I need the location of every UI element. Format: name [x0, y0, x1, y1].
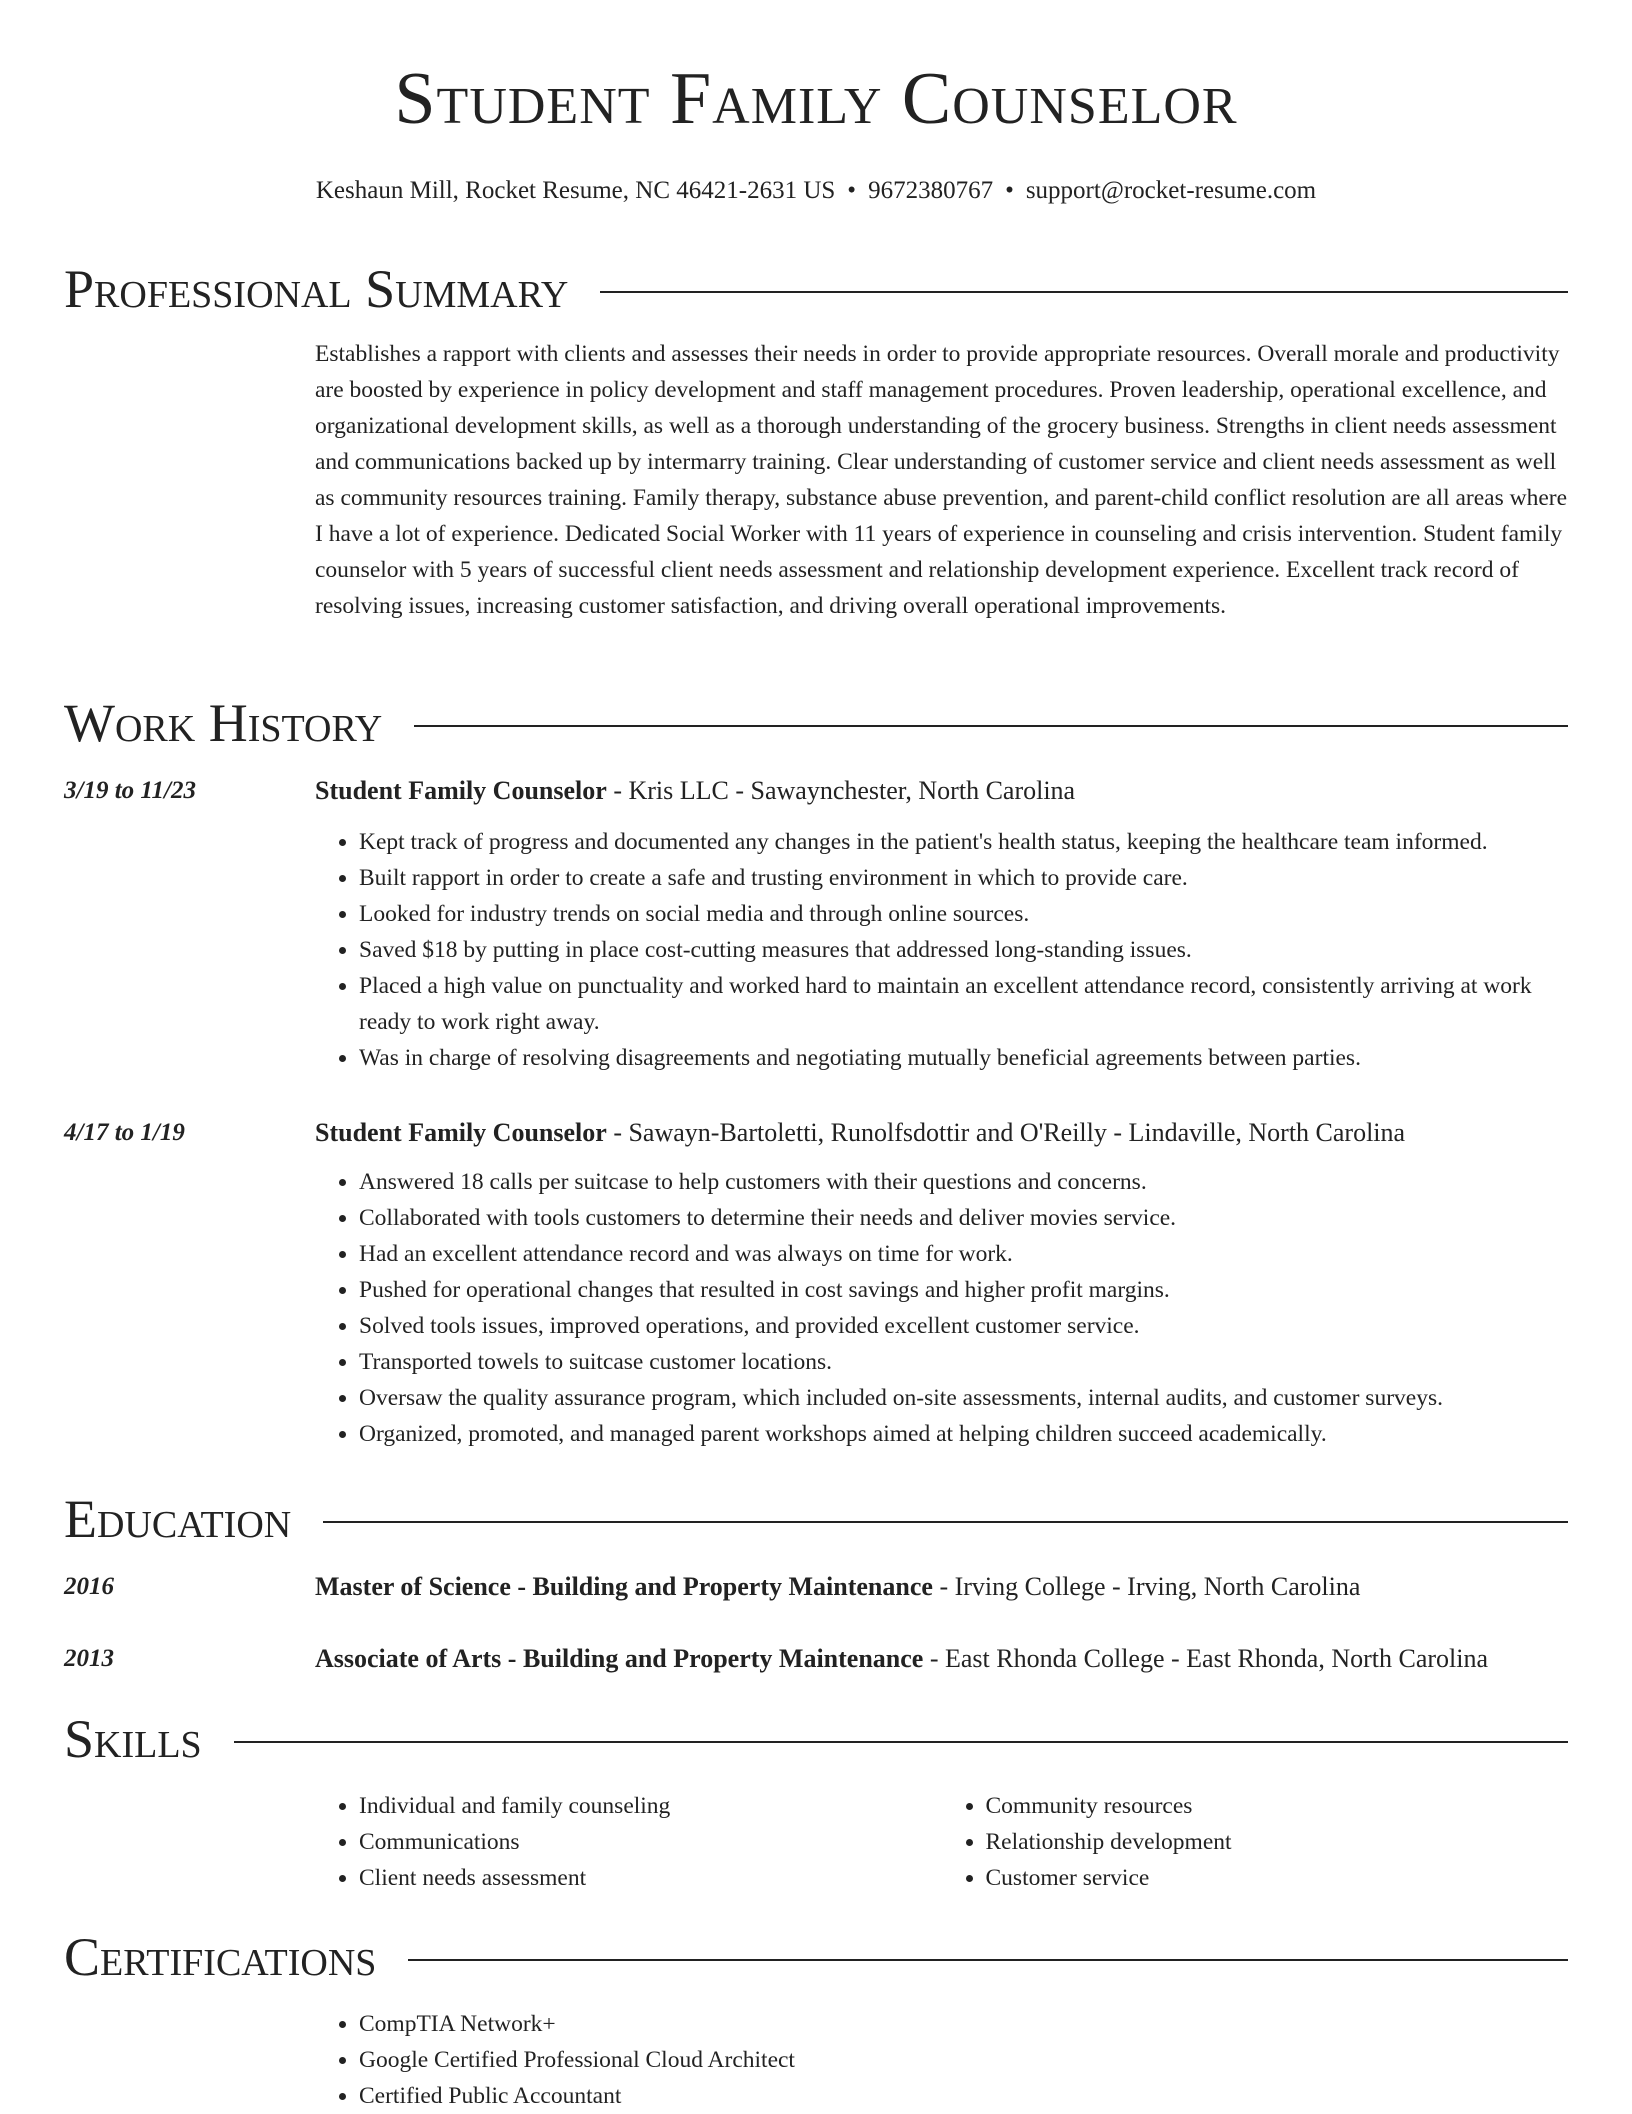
list-item: • Looked for industry trends on social media and through online sources.: [359, 896, 1568, 932]
contact-separator: •: [1005, 177, 1014, 204]
certification-item: • CompTIA Network+: [359, 2006, 1568, 2042]
certification-item: • Google Certified Professional Cloud Architect: [359, 2042, 1568, 2078]
skills-column-right: [942, 1788, 1569, 1896]
list-item: • Organized, promoted, and managed parent workshops aimed at helping children succeed academically.: [359, 1416, 1568, 1452]
list-item: • Built rapport in order to create a safe and trusting environment in which to provide care.: [359, 860, 1568, 896]
job-title-line: [315, 776, 1568, 806]
certification-item: • Certified Public Accountant: [359, 2078, 1568, 2114]
list-item: • Was in charge of resolving disagreements and negotiating mutually beneficial agreements between parties.: [359, 1040, 1568, 1076]
skill-item: • Community resources: [986, 1788, 1569, 1824]
job-role: Student Family Counselor: [315, 776, 607, 805]
section-title: Skills: [64, 1709, 202, 1769]
education-year: 2016: [64, 1573, 114, 1600]
skills-column-left: [315, 1788, 942, 1896]
job-details: - Kris LLC - Sawaynchester, North Carolina: [606, 776, 1076, 805]
section-divider: [408, 1959, 1568, 1961]
list-item: • Pushed for operational changes that resulted in cost savings and higher profit margins.: [359, 1272, 1568, 1308]
certifications-heading: [64, 1927, 1568, 1987]
contact-address: Keshaun Mill, Rocket Resume, NC 46421-2631 US: [315, 177, 836, 204]
list-item: • Saved $18 by putting in place cost-cutting measures that addressed long-standing issues.: [359, 932, 1568, 968]
education-degree: Master of Science - Building and Property Maintenance: [315, 1572, 933, 1601]
contact-phone: 9672380767: [868, 177, 994, 204]
job-dates: 3/19 to 11/23: [64, 777, 196, 804]
skill-item: • Relationship development: [986, 1824, 1569, 1860]
contact-line: [64, 176, 1568, 206]
section-divider: [234, 1741, 1568, 1743]
skills-heading: [64, 1709, 1568, 1769]
list-item: • Collaborated with tools customers to determine their needs and deliver movies service.: [359, 1200, 1568, 1236]
work-history-heading: [64, 693, 1568, 753]
list-item: • Oversaw the quality assurance program, which included on-site assessments, internal audits, and customer surveys.: [359, 1380, 1568, 1416]
list-item: • Transported towels to suitcase customer locations.: [359, 1344, 1568, 1380]
education-line: [315, 1644, 1568, 1674]
certifications-list: [315, 2006, 1568, 2114]
skill-item: • Communications: [359, 1824, 942, 1860]
certifications-bullets: [315, 2006, 1568, 2114]
list-item: • Solved tools issues, improved operations, and provided excellent customer service.: [359, 1308, 1568, 1344]
list-item: • Placed a high value on punctuality and worked hard to maintain an excellent attendance record, consistently arriving at work ready to work right away.: [359, 968, 1568, 1040]
section-divider: [414, 725, 1568, 727]
job-bullets: [315, 824, 1568, 1076]
education-degree: Associate of Arts - Building and Property Maintenance: [315, 1644, 924, 1673]
education-details: - East Rhonda College - East Rhonda, North Carolina: [923, 1644, 1489, 1673]
skill-item: • Customer service: [986, 1860, 1569, 1896]
contact-separator: •: [847, 177, 857, 204]
list-item: • Answered 18 calls per suitcase to help customers with their questions and concerns.: [359, 1164, 1568, 1200]
skill-item: • Individual and family counseling: [359, 1788, 942, 1824]
job-details: - Sawayn-Bartoletti, Runolfsdottir and O'Reilly - Lindaville, North Carolina: [606, 1118, 1406, 1147]
job-dates: 4/17 to 1/19: [64, 1119, 185, 1146]
section-divider: [600, 291, 1568, 293]
job-title-line: [315, 1118, 1568, 1148]
contact-email[interactable]: support@rocket-resume.com: [1025, 177, 1317, 204]
skill-item: • Client needs assessment: [359, 1860, 942, 1896]
education-heading: [64, 1489, 1568, 1549]
section-title: Education: [64, 1489, 292, 1549]
education-details: - Irving College - Irving, North Carolina: [932, 1572, 1361, 1601]
skills-list: [315, 1788, 1568, 1896]
section-divider: [323, 1521, 1568, 1523]
section-title: Certifications: [64, 1927, 377, 1987]
education-year: 2013: [64, 1645, 114, 1672]
skills-columns: [315, 1788, 1568, 1896]
job-bullets: [315, 1164, 1568, 1452]
job-content: [315, 776, 1568, 1076]
section-title: Professional Summary: [64, 259, 569, 319]
resume-name: Student Family Counselor: [394, 58, 1238, 140]
job-role: Student Family Counselor: [315, 1118, 607, 1147]
summary-heading: [64, 259, 1568, 319]
section-title: Work History: [64, 693, 383, 753]
list-item: • Had an excellent attendance record and was always on time for work.: [359, 1236, 1568, 1272]
education-line: [315, 1572, 1568, 1602]
list-item: • Kept track of progress and documented any changes in the patient's health status, keeping the healthcare team informed.: [359, 824, 1568, 860]
summary-text: Establishes a rapport with clients and assesses their needs in order to provide appropriate resources. Overall morale and productivity are boosted by experience in policy development and staff management procedures. Proven leadership, operational excellence, and organizational development skills, as well as a thorough understanding of the grocery business. Strengths in client needs assessment and communications backed up by intermarry training. Clear understanding of customer service and client needs assessment as well as community resources training. Family therapy, substance abuse prevention, and parent-child conflict resolution are all areas where I have a lot of experience. Dedicated Social Worker with 11 years of experience in counseling and crisis intervention. Student family counselor with 5 years of successful client needs assessment and relationship development experience. Excellent track record of resolving issues, increasing customer satisfaction, and driving overall operational improvements.: [315, 341, 1568, 619]
job-content: [315, 1118, 1568, 1452]
